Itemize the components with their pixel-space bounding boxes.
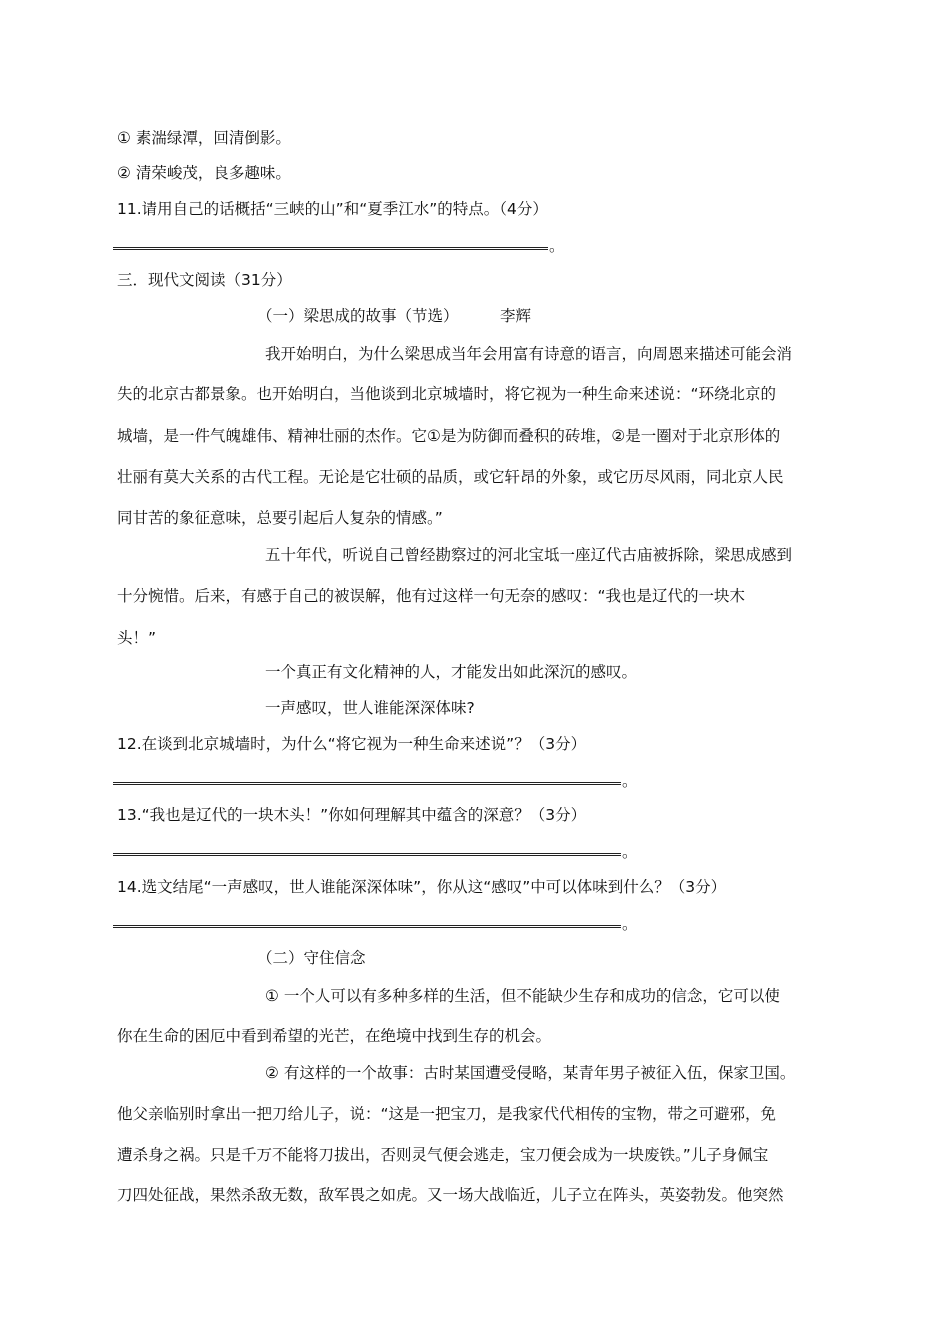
line-1: ① 素湍绿潭，回清倒影。	[117, 129, 291, 147]
part-1-paragraph-1-line-4: 壮丽有莫大关系的古代工程。无论是它壮硕的品质，或它轩昂的外象，或它历尽风雨，同北京人民	[117, 468, 784, 486]
answer-blank-14[interactable]	[113, 925, 621, 928]
part-2-title: （二）守住信念	[257, 949, 366, 967]
part-2-paragraph-2-line-4: 刀四处征战，果然杀敌无数，敌军畏之如虎。又一场大战临近，儿子立在阵头，英姿勃发。他突然	[117, 1186, 784, 1204]
question-13: 13.“我也是辽代的一块木头！”你如何理解其中蕴含的深意？（3分）	[117, 806, 587, 824]
question-12: 12.在谈到北京城墙时，为什么“将它视为一种生命来述说”？（3分）	[117, 735, 587, 753]
section-3-heading: 三．现代文阅读（31分）	[117, 271, 292, 289]
line-2: ② 清荣峻茂，良多趣味。	[117, 164, 291, 182]
part-1-paragraph-2-line-2: 十分惋惜。后来，有感于自己的被误解，他有过这样一句无奈的感叹：“我也是辽代的一块木	[117, 587, 746, 605]
part-1-paragraph-4: 一声感叹，世人谁能深深体味?	[265, 699, 475, 717]
part-1-paragraph-1-line-3: 城墙，是一件气魄雄伟、精神壮丽的杰作。它①是为防御而叠积的砖堆，②是一圈对于北京形体的	[117, 427, 781, 445]
part-2-paragraph-2-line-1: ② 有这样的一个故事：古时某国遭受侵略，某青年男子被征入伍，保家卫国。	[265, 1064, 796, 1082]
part-2-paragraph-1-line-2: 你在生命的困厄中看到希望的光芒，在绝境中找到生存的机会。	[117, 1027, 552, 1045]
answer-blank-13[interactable]	[113, 853, 621, 856]
part-1-paragraph-1-line-1: 我开始明白，为什么梁思成当年会用富有诗意的语言，向周恩来描述可能会消	[265, 345, 793, 363]
answer-blank-11[interactable]	[113, 247, 548, 250]
answer-end-12: 。	[622, 772, 638, 790]
part-1-author: 李辉	[500, 307, 532, 325]
question-11: 11.请用自己的话概括“三峡的山”和“夏季江水”的特点。（4分）	[117, 200, 548, 218]
answer-end-14: 。	[622, 915, 638, 933]
part-1-paragraph-1-line-2: 失的北京古都景象。也开始明白，当他谈到北京城墙时，将它视为一种生命来述说：“环绕北京的	[117, 385, 777, 403]
part-2-paragraph-1-line-1: ① 一个人可以有多种多样的生活，但不能缺少生存和成功的信念，它可以使	[265, 987, 780, 1005]
answer-end-13: 。	[622, 843, 638, 861]
part-1-paragraph-3: 一个真正有文化精神的人，才能发出如此深沉的感叹。	[265, 663, 638, 681]
answer-blank-12[interactable]	[113, 782, 621, 785]
part-2-paragraph-2-line-2: 他父亲临别时拿出一把刀给儿子，说：“这是一把宝刀，是我家代代相传的宝物，带之可避邪，免	[117, 1105, 777, 1123]
question-14: 14.选文结尾“一声感叹，世人谁能深深体味”，你从这“感叹”中可以体味到什么？（3分）	[117, 878, 727, 896]
part-2-paragraph-2-line-3: 遭杀身之祸。只是千万不能将刀拔出，否则灵气便会逃走，宝刀便会成为一块废铁。”儿子身佩宝	[117, 1146, 769, 1164]
part-1-paragraph-2-line-1: 五十年代，听说自己曾经勘察过的河北宝坻一座辽代古庙被拆除，梁思成感到	[265, 546, 793, 564]
part-1-paragraph-2-line-3: 头！”	[117, 629, 157, 647]
part-1-title: （一）梁思成的故事（节选）	[257, 307, 459, 325]
part-1-paragraph-1-line-5: 同甘苦的象征意味，总要引起后人复杂的情感。”	[117, 509, 443, 527]
answer-end-11: 。	[549, 237, 565, 255]
